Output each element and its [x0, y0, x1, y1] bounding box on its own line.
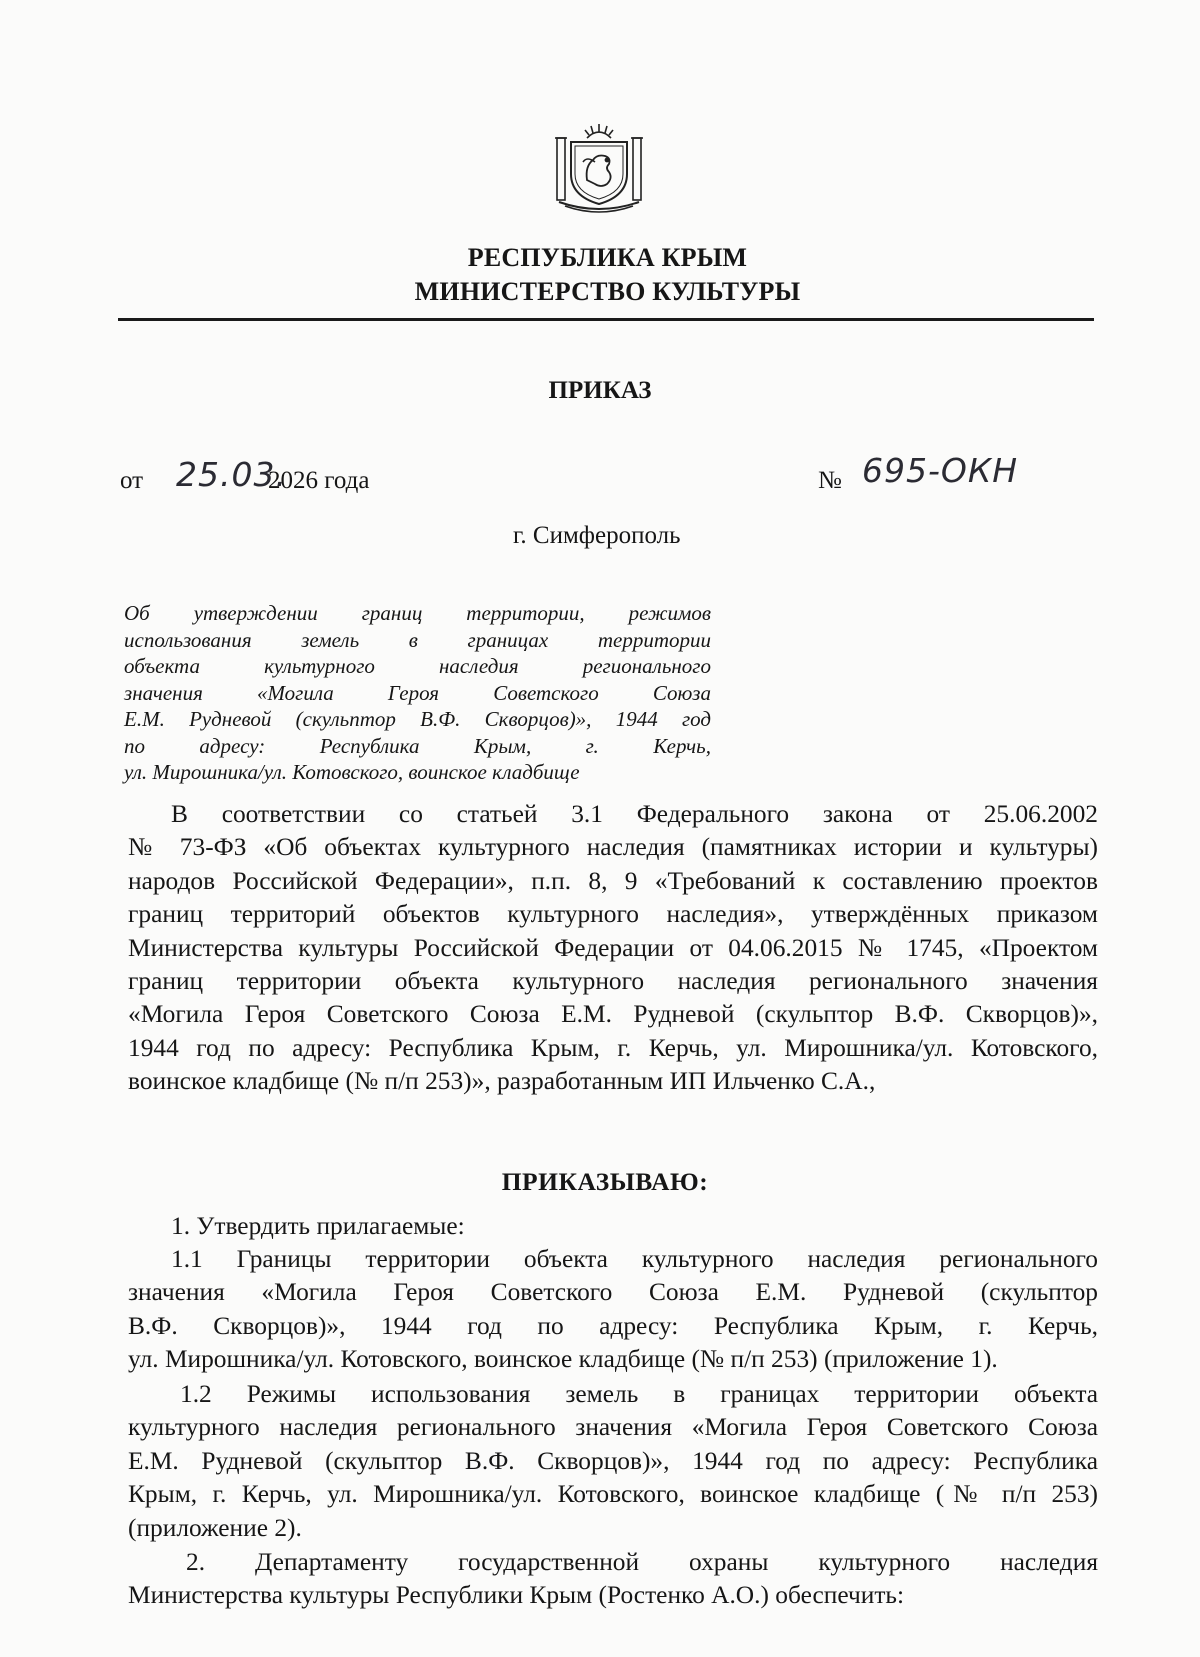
preamble [128, 798, 1098, 1099]
preamble-line: В соответствии со статьей 3.1 Федерального закона от 25.06.2002 [171, 800, 1098, 828]
preamble-line: воинское кладбище (№ п/п 253)», разработанным ИП Ильченко С.А., [128, 1067, 876, 1096]
item-1-1 [128, 1243, 1098, 1377]
preamble-line: «Могила Героя Советского Союза Е.М. Рудневой (скульптор В.Ф. Скворцов)», [128, 1000, 1098, 1029]
subject-line: объекта культурного наследия регионального [124, 654, 711, 678]
order-title: ПРИКАЗ [548, 377, 652, 404]
subject-line: использования земель в границах территории [124, 627, 711, 652]
subject-line: Об утверждении границ территории, режимов [124, 601, 711, 625]
republic-heading: РЕСПУБЛИКА КРЫМ [467, 243, 748, 272]
item-2 [128, 1546, 1098, 1613]
item-line: Крым, г. Керчь, ул. Мирошника/ул. Котовского, воинское кладбище (№ п/п 253) [128, 1480, 1098, 1509]
preamble-line: границ территорий объектов культурного наследия», утверждённых приказом [128, 900, 1098, 929]
preamble-line: границ территории объекта культурного наследия регионального значения [128, 967, 1098, 996]
item-line: 1.1 Границы территории объекта культурного наследия регионального [171, 1245, 1098, 1273]
item-line: 1.2 Режимы использования земель в границах территории объекта [180, 1380, 1098, 1408]
preamble-line: Министерства культуры Российской Федерации от 04.06.2015 № 1745, «Проектом [128, 933, 1098, 962]
item-line: 1. Утвердить прилагаемые: [171, 1212, 465, 1240]
item-line: Министерства культуры Республики Крым (Ростенко А.О.) обеспечить: [128, 1581, 905, 1610]
date-prefix: от [120, 467, 144, 494]
decree-heading: ПРИКАЗЫВАЮ: [501, 1167, 709, 1196]
preamble-line: 1944 год по адресу: Республика Крым, г. Керчь, ул. Мирошника/ул. Котовского, [128, 1033, 1098, 1062]
subject-line: ул. Мирошника/ул. Котовского, воинское кладбище [124, 760, 580, 784]
item-line: (приложение 2). [128, 1513, 302, 1542]
header-divider [118, 318, 1094, 321]
ministry-heading: МИНИСТЕРСТВО КУЛЬТУРЫ [414, 277, 801, 306]
preamble-line: народов Российской Федерации», п.п. 8, 9 «Требований к составлению проектов [128, 866, 1098, 895]
subject-line: Е.М. Рудневой (скульптор В.Ф. Скворцов)», 1944 год [124, 707, 711, 731]
crimea-coat-of-arms-icon [551, 118, 647, 216]
order-subject [124, 600, 711, 786]
item-line: ул. Мирошника/ул. Котовского, воинское кладбище (№ п/п 253) (приложение 1). [128, 1345, 998, 1374]
handwritten-number: 695-ОКН [862, 451, 1019, 490]
subject-line: значения «Могила Героя Советского Союза [124, 680, 711, 705]
subject-line: по адресу: Республика Крым, г. Керчь, [124, 733, 711, 758]
item-line: В.Ф. Скворцов)», 1944 год по адресу: Республика Крым, г. Керчь, [128, 1311, 1098, 1340]
item-line: значения «Могила Героя Советского Союза Е.М. Рудневой (скульптор [128, 1278, 1098, 1307]
item-1-2 [128, 1378, 1098, 1545]
handwritten-date: 25.03. [176, 455, 287, 494]
number-prefix: № [818, 467, 842, 494]
item-line: Е.М. Рудневой (скульптор В.Ф. Скворцов)», 1944 год по адресу: Республика [128, 1446, 1098, 1475]
preamble-line: № 73-ФЗ «Об объектах культурного наследия (памятниках истории и культуры) [128, 833, 1098, 862]
date-year: 2026 года [268, 467, 370, 494]
item-line: 2. Департаменту государственной охраны культурного наследия [186, 1548, 1098, 1576]
item-line: культурного наследия регионального значения «Могила Героя Советского Союза [128, 1413, 1098, 1442]
city: г. Симферополь [513, 522, 681, 549]
item-1 [128, 1210, 1098, 1243]
